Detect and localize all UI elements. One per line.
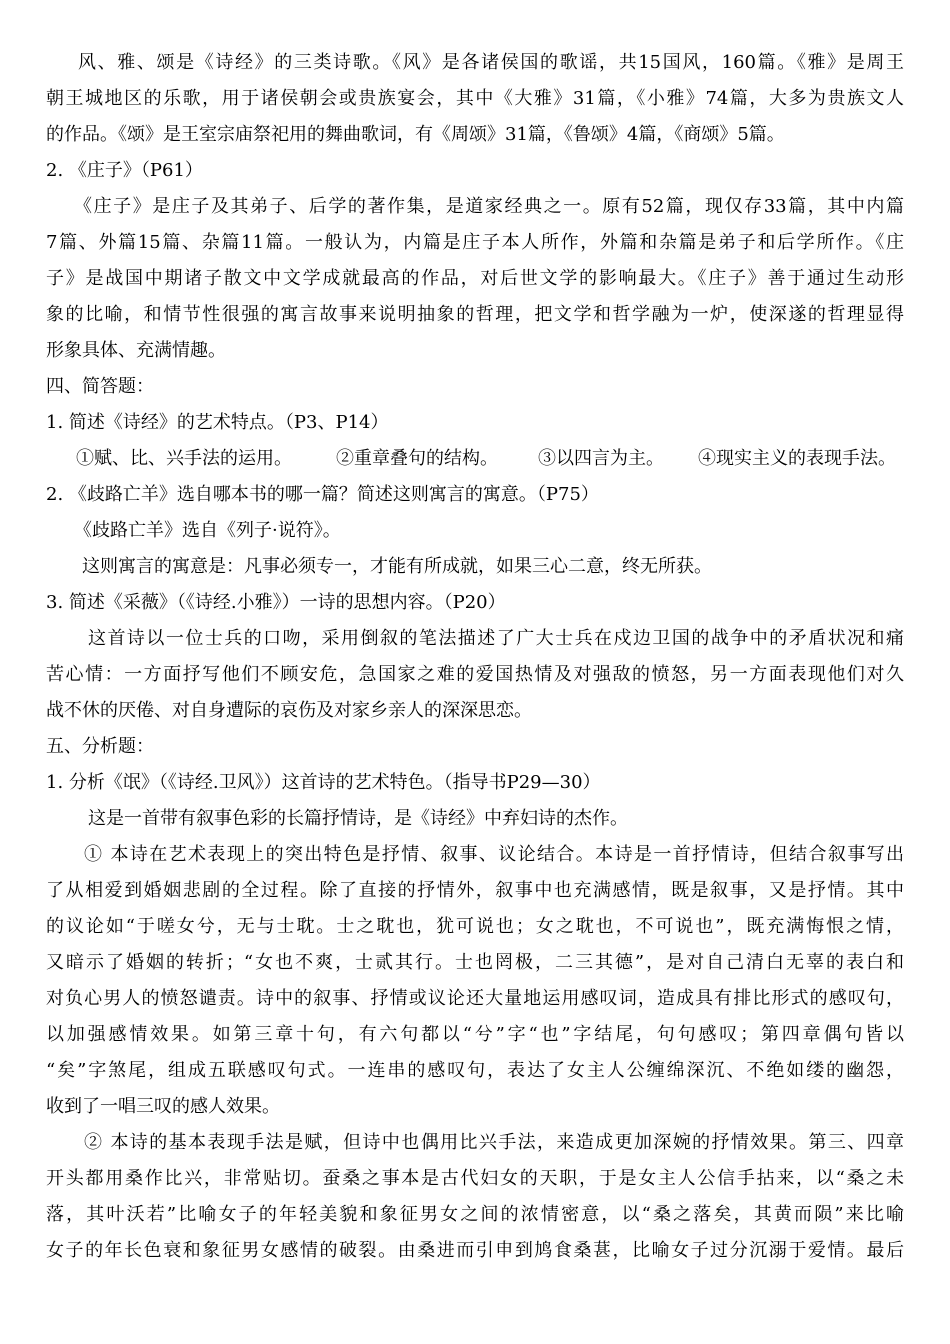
text-line: ① 本诗在艺术表现上的突出特色是抒情、叙事、议论结合。本诗是一首抒情诗，但结合叙事写出 (84, 844, 904, 865)
text-line: 3. 简述《采薇》（《诗经.小雅》）一诗的思想内容。（P20） (46, 592, 506, 613)
text-line: 五、分析题： (46, 736, 154, 757)
text-line: 对负心男人的愤怒谴责。诗中的叙事、抒情或议论还大量地运用感叹词，造成具有排比形式的感叹句， (46, 988, 904, 1009)
text-line: 的作品。《颂》是王室宗庙祭祀用的舞曲歌词，有《周颂》31篇，《鲁颂》4篇，《商颂》5篇。 (46, 124, 785, 145)
text-line: 风、雅、颂是《诗经》的三类诗歌。《风》是各诸侯国的歌谣，共15国风，160篇。《雅》是周王 (78, 52, 904, 73)
answer-option: ④现实主义的表现手法。 (698, 448, 896, 469)
text-line: 《庄子》是庄子及其弟子、后学的著作集，是道家经典之一。原有52篇，现仅存33篇，其中内篇 (74, 196, 904, 217)
text-line: 苦心情：一方面抒写他们不顾安危，急国家之难的爱国热情及对强敌的愤怒，另一方面表现他们对久 (46, 664, 904, 685)
text-line: 7篇、外篇15篇、杂篇11篇。一般认为，内篇是庄子本人所作，外篇和杂篇是弟子和后学所作。《庄 (46, 232, 904, 253)
text-line: 四、简答题： (46, 376, 154, 397)
text-line: 又暗示了婚姻的转折；“女也不爽，士贰其行。士也罔极，二三其德”，是对自己清白无辜的表白和 (46, 952, 904, 973)
text-line: 收到了一唱三叹的感人效果。 (46, 1096, 280, 1117)
text-line: 战不休的厌倦、对自身遭际的哀伤及对家乡亲人的深深思恋。 (46, 700, 532, 721)
text-line: 朝王城地区的乐歌，用于诸侯朝会或贵族宴会，其中《大雅》31篇，《小雅》74篇，大多为贵族文人 (46, 88, 904, 109)
text-line: 1. 分析《氓》（《诗经.卫风》）这首诗的艺术特色。（指导书P29—30） (46, 772, 601, 793)
text-line: 形象具体、充满情趣。 (46, 340, 226, 361)
text-line: “矣”字煞尾，组成五联感叹句式。一连串的感叹句，表达了女主人公缠绵深沉、不绝如缕的幽怨， (46, 1060, 904, 1081)
text-line: 象的比喻，和情节性很强的寓言故事来说明抽象的哲理，把文学和哲学融为一炉，使深遂的哲理显得 (46, 304, 904, 325)
answer-option: ②重章叠句的结构。 (336, 448, 498, 469)
answer-option: ①赋、比、兴手法的运用。 (76, 448, 292, 469)
text-line: 这首诗以一位士兵的口吻，采用倒叙的笔法描述了广大士兵在戍边卫国的战争中的矛盾状况和痛 (88, 628, 904, 649)
answer-options-row (0, 446, 950, 472)
text-line: ② 本诗的基本表现手法是赋，但诗中也偶用比兴手法，来造成更加深婉的抒情效果。第三、四章 (84, 1132, 904, 1153)
text-line: 了从相爱到婚姻悲剧的全过程。除了直接的抒情外，叙事中也充满感情，既是叙事，又是抒情。其中 (46, 880, 904, 901)
text-line: 《歧路亡羊》选自《列子·说符》。 (74, 520, 341, 541)
text-line: 子》是战国中期诸子散文中文学成就最高的作品，对后世文学的影响最大。《庄子》善于通过生动形 (46, 268, 904, 289)
text-line: 2. 《歧路亡羊》选自哪本书的哪一篇？简述这则寓言的寓意。（P75） (46, 484, 599, 505)
text-line: 落，其叶沃若”比喻女子的年轻美貌和象征男女之间的浓情密意，以“桑之落矣，其黄而陨”来比喻 (46, 1204, 904, 1225)
text-line: 的议论如“于嗟女兮，无与士耽。士之耽也，犹可说也；女之耽也，不可说也”，既充满悔恨之情， (46, 916, 904, 937)
text-line: 这则寓言的寓意是：凡事必须专一，才能有所成就，如果三心二意，终无所获。 (82, 556, 712, 577)
text-line: 女子的年长色衰和象征男女感情的破裂。由桑进而引申到鸠食桑葚，比喻女子过分沉溺于爱情。最后 (46, 1240, 904, 1261)
text-line: 这是一首带有叙事色彩的长篇抒情诗，是《诗经》中弃妇诗的杰作。 (88, 808, 628, 829)
text-line: 以加强感情效果。如第三章十句，有六句都以“兮”字“也”字结尾，句句感叹；第四章偶句皆以 (46, 1024, 904, 1045)
text-line: 1. 简述《诗经》的艺术特点。（P3、P14） (46, 412, 389, 433)
answer-option: ③以四言为主。 (538, 448, 664, 469)
text-line: 2. 《庄子》（P61） (46, 160, 203, 181)
text-line: 开头都用桑作比兴，非常贴切。蚕桑之事本是古代妇女的天职，于是女主人公信手拈来，以“桑之未 (46, 1168, 904, 1189)
